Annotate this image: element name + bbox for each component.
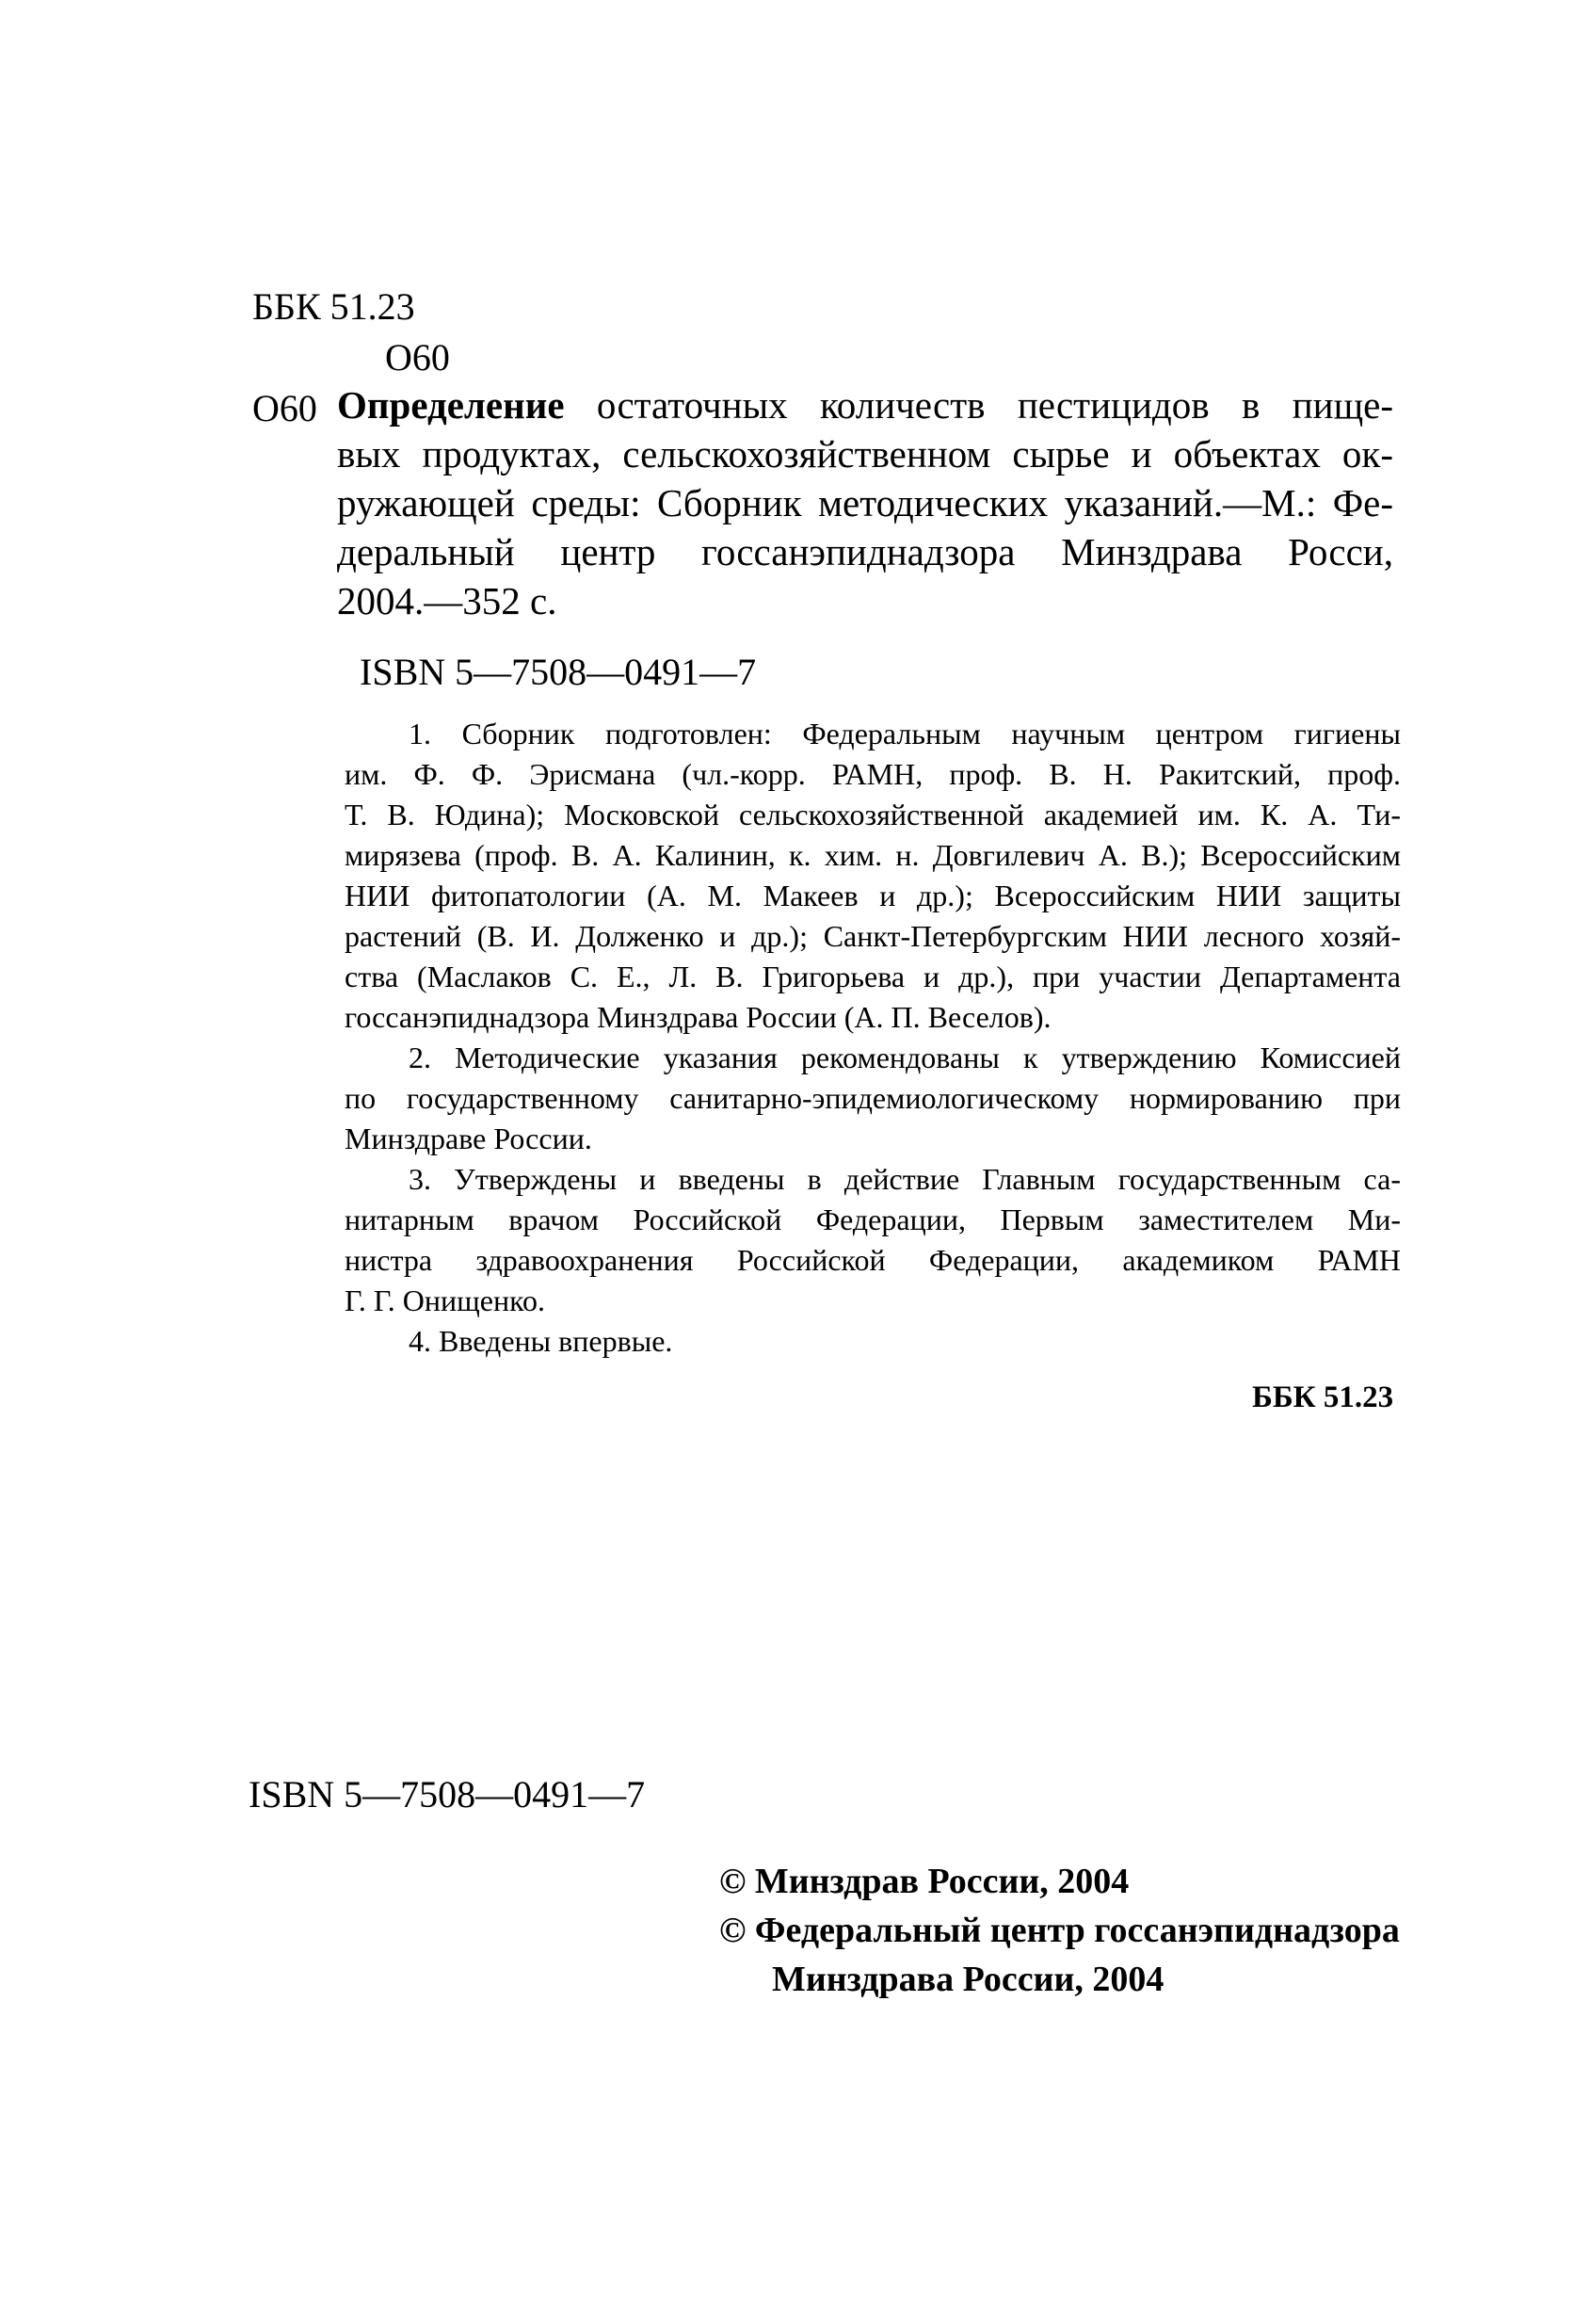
description-line-1-text: остаточных количеств пестицидов в пище- xyxy=(596,383,1394,427)
author-sign-left: О60 xyxy=(252,387,317,429)
note-line: 2. Методические указания рекомендованы к утверждению Комиссией xyxy=(409,1041,1401,1074)
note-line: госсанэпиднадзора Минздрава России (А. П. Веселов). xyxy=(345,1000,1052,1034)
note-line: Минздраве России. xyxy=(345,1122,592,1155)
author-sign-top: О60 xyxy=(385,336,450,379)
note-line: по государственному санитарно-эпидемиологическому нормированию при xyxy=(345,1081,1401,1115)
copyright-line-3: Минздрава России, 2004 xyxy=(772,1960,1164,1999)
note-line: им. Ф. Ф. Эрисмана (чл.-корр. РАМН, проф. В. Н. Ракитский, проф. xyxy=(345,757,1401,791)
bibliographic-description xyxy=(337,380,1393,625)
copyright-block xyxy=(719,1857,1400,2004)
description-line-1 xyxy=(337,380,1393,429)
note-line: Т. В. Юдина); Московской сельскохозяйственной академией им. К. А. Ти- xyxy=(345,798,1401,831)
note-line: нитарным врачом Российской Федерации, Первым заместителем Ми- xyxy=(345,1202,1401,1236)
note-line: мирязева (проф. В. А. Калинин, к. хим. н. Довгилевич А. В.); Всероссийским xyxy=(345,838,1401,872)
note-line: НИИ фитопатологии (А. М. Макеев и др.); Всероссийским НИИ защиты xyxy=(345,879,1401,912)
description-line-4: деральный центр госсанэпиднадзора Минздрава Росси, xyxy=(337,530,1393,573)
title-lead: Определение xyxy=(337,383,565,427)
copyright-line-2: © Федеральный центр госсанэпиднадзора xyxy=(719,1911,1400,1950)
note-line: Г. Г. Онищенко. xyxy=(345,1283,546,1317)
description-line-5: 2004.—352 с. xyxy=(337,579,557,622)
isbn-mid: ISBN 5—7508—0491—7 xyxy=(360,651,757,693)
note-line: 3. Утверждены и введены в действие Главным государственным са- xyxy=(409,1162,1401,1196)
notes-list xyxy=(345,714,1401,1362)
copyright-line-1: © Минздрав России, 2004 xyxy=(719,1862,1130,1901)
note-4 xyxy=(345,1321,1401,1362)
note-2 xyxy=(345,1038,1401,1159)
bbk-code-top: ББК 51.23 xyxy=(252,285,415,328)
note-1 xyxy=(345,714,1401,1038)
bbk-code-bottom: ББК 51.23 xyxy=(1252,1380,1394,1414)
note-3 xyxy=(345,1159,1401,1321)
note-line: 1. Сборник подготовлен: Федеральным научным центром гигиены xyxy=(409,717,1401,750)
note-line: нистра здравоохранения Российской Федерации, академиком РАМН xyxy=(345,1243,1401,1277)
note-line: ства (Маслаков С. Е., Л. В. Григорьева и др.), при участии Департамента xyxy=(345,960,1401,993)
description-line-3: ружающей среды: Сборник методических указаний.—М.: Фе- xyxy=(337,481,1393,525)
description-line-2: вых продуктах, сельскохозяйственном сырье и объектах ок- xyxy=(337,432,1393,476)
isbn-bottom: ISBN 5—7508—0491—7 xyxy=(249,1773,646,1816)
note-line: растений (В. И. Долженко и др.); Санкт-Петербургским НИИ лесного хозяй- xyxy=(345,919,1401,953)
note-line: 4. Введены впервые. xyxy=(409,1324,673,1358)
